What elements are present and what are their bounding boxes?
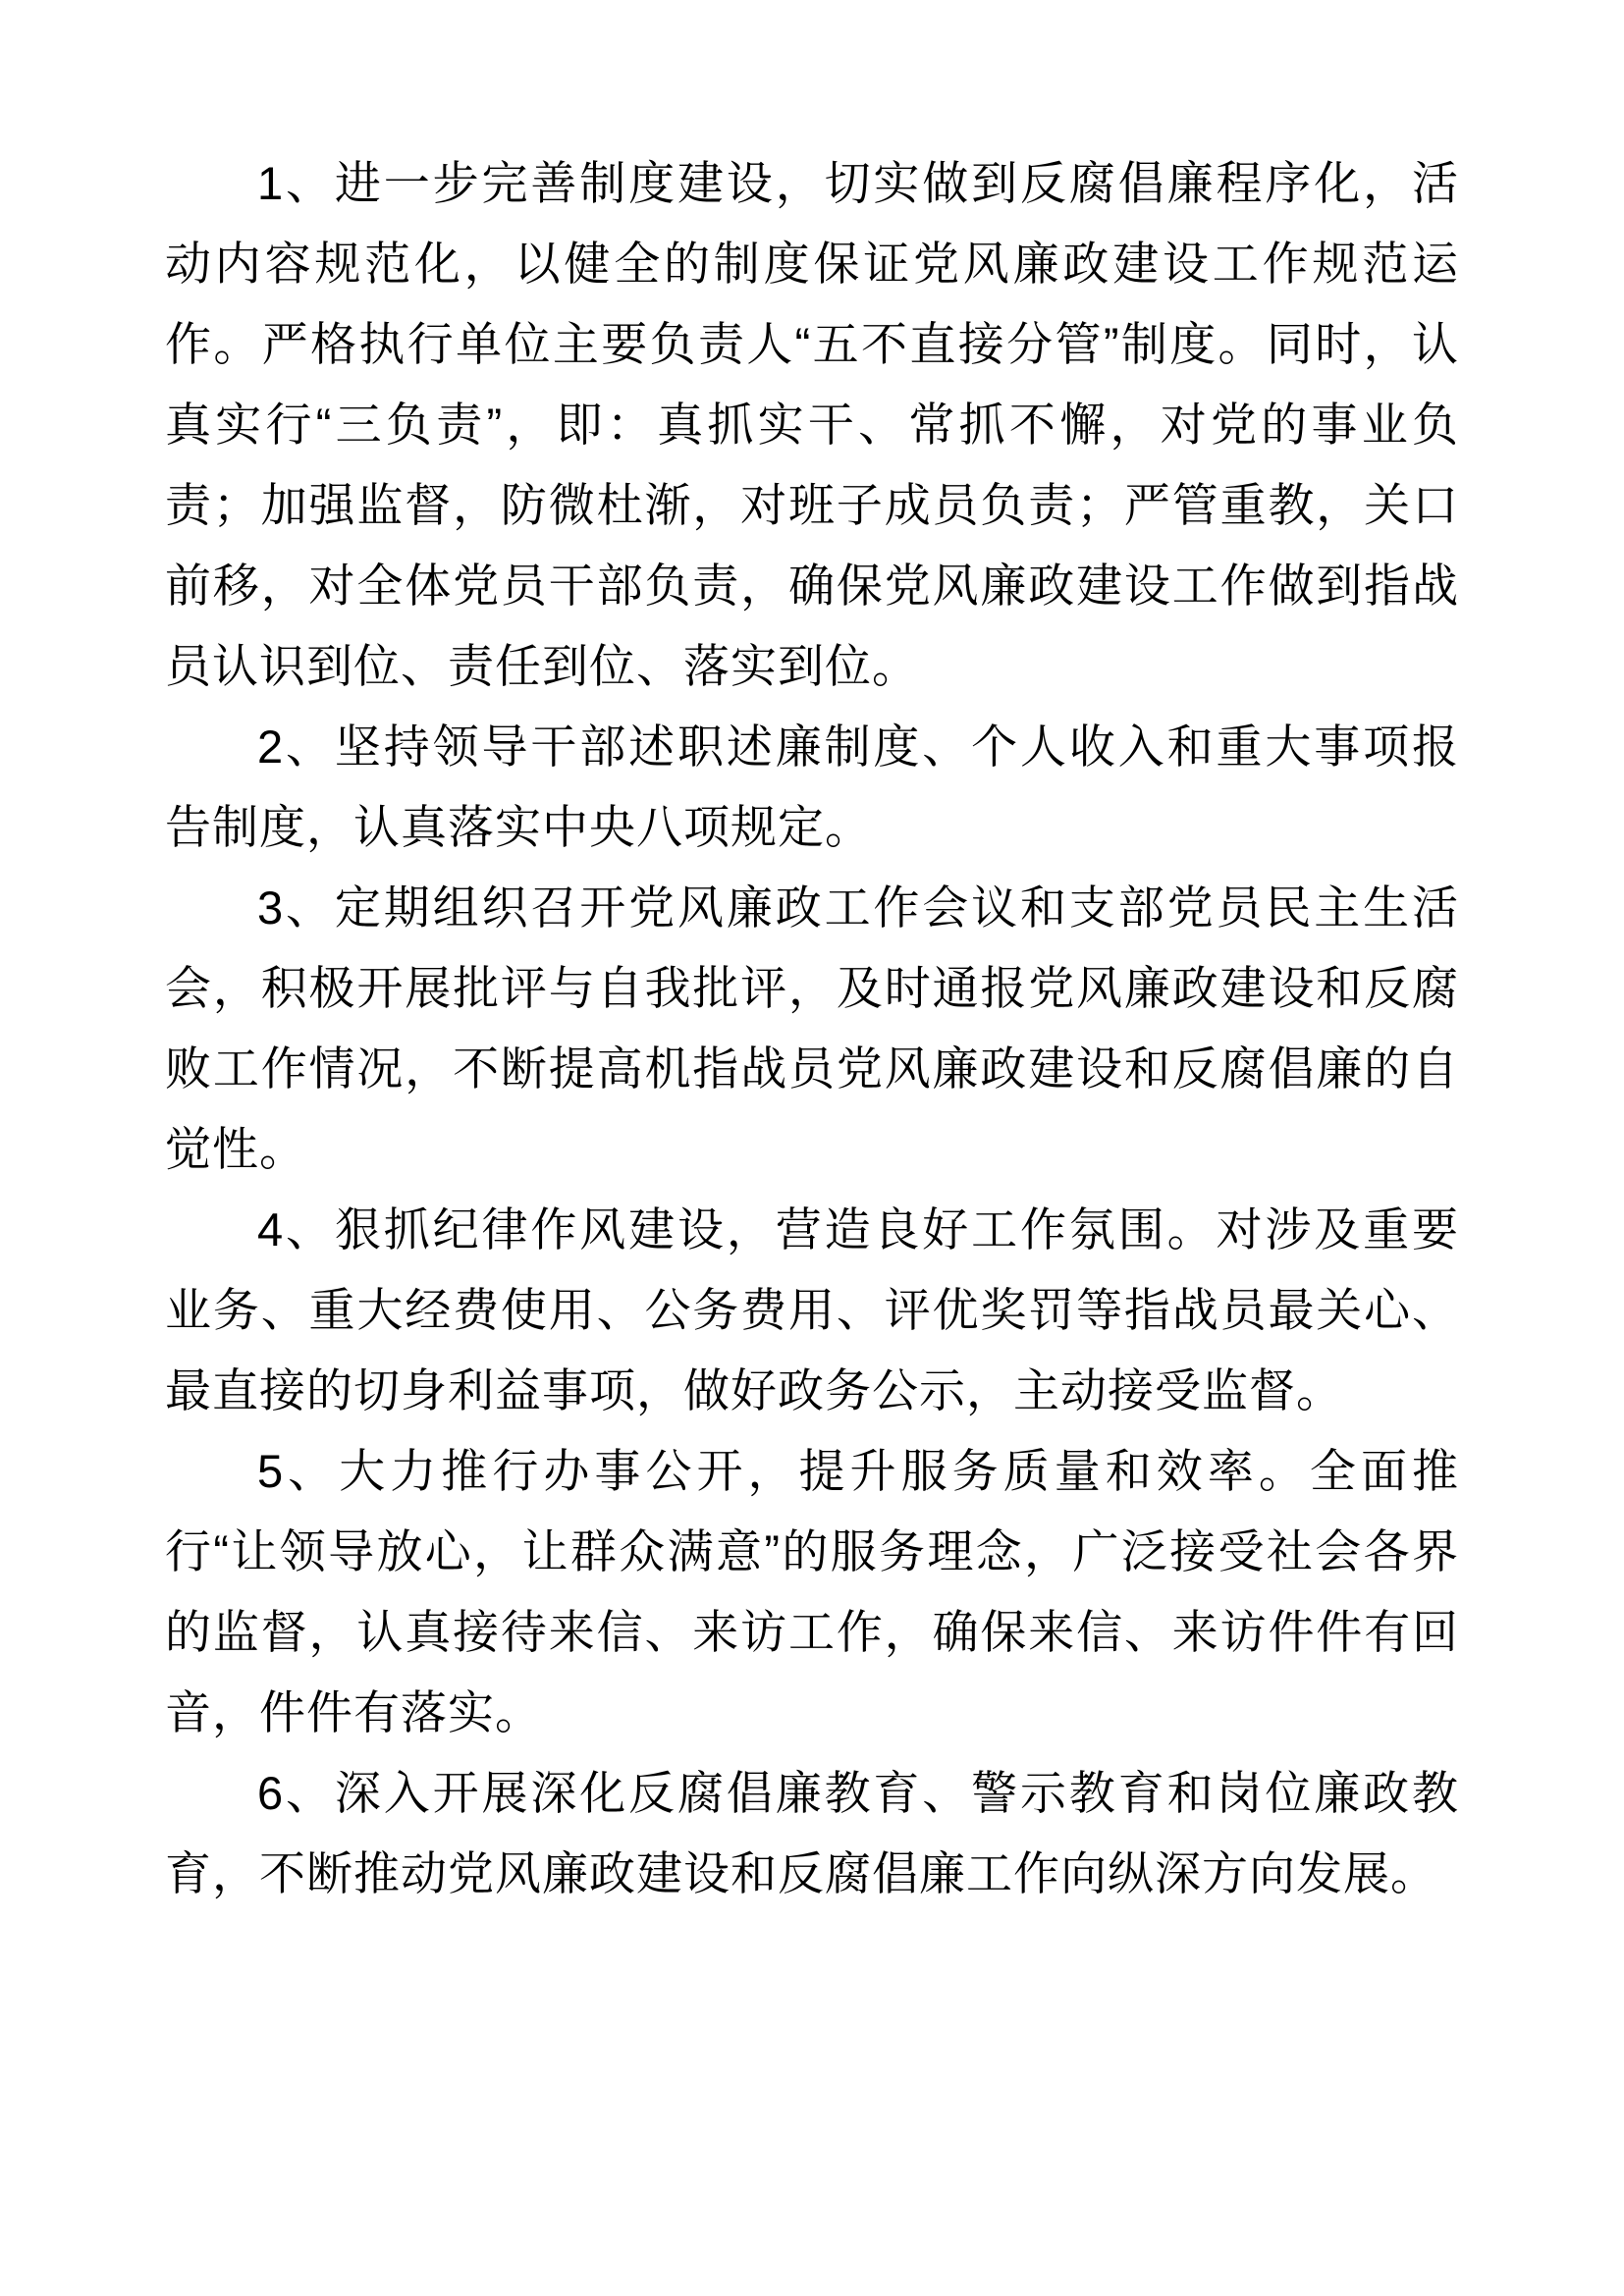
paragraph-1: 1、进一步完善制度建设，切实做到反腐倡廉程序化，活动内容规范化，以健全的制度保证党风廉政建设工作规范运作。严格执行单位主要负责人“五不直接分管”制度。同时，认真实行“三负责”，即：真抓实干、常抓不懈，对党的事业负责；加强监督，防微杜渐，对班子成员负责；严管重教，关口前移，对全体党员干部负责，确保党风廉政建设工作做到指战员认识到位、责任到位、落实到位。 [165, 157, 1459, 692]
paragraph-2: 2、坚持领导干部述职述廉制度、个人收入和重大事项报告制度，认真落实中央八项规定。 [165, 721, 1459, 853]
paragraph-5: 5、大力推行办事公开，提升服务质量和效率。全面推行“让领导放心，让群众满意”的服务理念，广泛接受社会各界的监督，认真接待来信、来访工作，确保来信、来访件件有回音，件件有落实。 [165, 1445, 1459, 1738]
paragraph-4: 4、狠抓纪律作风建设，营造良好工作氛围。对涉及重要业务、重大经费使用、公务费用、评优奖罚等指战员最关心、最直接的切身利益事项，做好政务公示，主动接受监督。 [165, 1203, 1459, 1416]
paragraph-6: 6、深入开展深化反腐倡廉教育、警示教育和岗位廉政教育，不断推动党风廉政建设和反腐倡廉工作向纵深方向发展。 [165, 1767, 1459, 1899]
paragraph-3: 3、定期组织召开党风廉政工作会议和支部党员民主生活会，积极开展批评与自我批评，及时通报党风廉政建设和反腐败工作情况，不断提高机指战员党风廉政建设和反腐倡廉的自觉性。 [165, 881, 1459, 1175]
